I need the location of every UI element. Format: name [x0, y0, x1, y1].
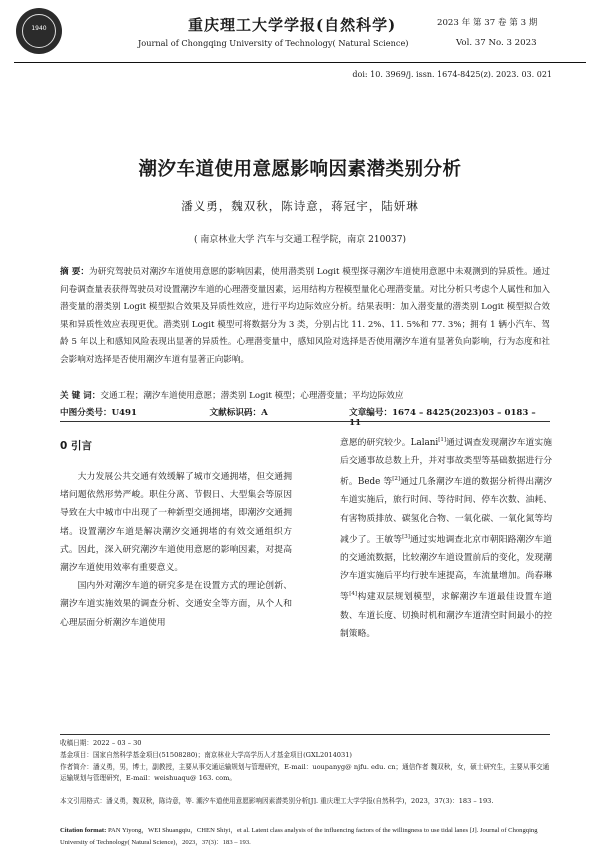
fund-info: 基金项目：国家自然科学基金项目(51508280)；南京林业大学高学历人才基金项目(GXL2014031)	[60, 751, 352, 759]
paragraph: 国内外对潮汐车道的研究多是在设置方式的理论创新、潮汐车道实施效果的调查分析、交通安全等方面，从个人和心理层面分析潮汐车道使用	[60, 581, 292, 628]
section-heading: 0 引言	[60, 440, 92, 452]
body-column-left	[60, 468, 292, 632]
citation-cn: 本文引用格式：潘义勇，魏双秋，陈诗意，等. 潮汐车道使用意愿影响因素潜类别分析[J]. 重庆理工大学学报(自然科学)，2023，37(3)：183 – 193.	[60, 797, 494, 805]
classification-row	[60, 406, 550, 428]
keywords-text: 交通工程；潮汐车道使用意愿；潜类别 Logit 模型；心理潜变量；平均边际效应	[100, 391, 404, 401]
doi[interactable]: doi: 10. 3969/j. issn. 1674-8425(z). 2023. 03. 021	[352, 70, 552, 79]
text-run: 意愿的研究较少。Lalani	[340, 437, 439, 448]
citation-ref[interactable]: [3]	[402, 533, 410, 540]
citation-en-label: Citation format:	[60, 827, 107, 834]
abstract-text: 为研究驾驶员对潮汐车道使用意愿的影响因素，使用潜类别 Logit 模型探寻潮汐车道使用意愿中未观测到的异质性。通过问卷调查量表获得驾驶员对设置潮汐车道的心理潜变量因素，运用结构方程模型量化心理潜变量。对比分析只考虑个人属性和加入潜变量的潜类别 Logit 模型拟合效果及异质性效应，进行平均边际效应分析。结果表明：加入潜变量的潜类别 Logit 模型拟合效果和异质性效应表现更优。潜类别 Logit 模型可将数据分为 3 类，分别占比 11. 2%、11. 5%和 77. 3%；拥有 1 辆小汽车、驾龄 5 年以上和感知风险表现出显著的异质性。心理潜变量中，感知风险对选择是否使用潮汐车道有显著负向影响，行为态度和社会影响对选择是否使用潮汐车道有显著正向影响。	[60, 267, 550, 365]
citation-ref[interactable]: [1]	[438, 437, 447, 443]
text-run: 通过几条潮汐车道的数据分析得出潮汐车道实施后，旅行时间、等待时间、停车次数、油耗、有害物质排放、碳氢化合物、一氧化碳、一氧化氮等均减少了。王敏等	[340, 477, 552, 545]
journal-logo-year: 1940	[31, 25, 47, 32]
volume-issue-en: Vol. 37 No. 3 2023	[456, 38, 537, 48]
keywords-label: 关 键 词：	[60, 391, 101, 401]
author-bio: 作者简介：潘义勇，男，博士，副教授，主要从事交通运输规划与管理研究，E-mail：uoupanyg@ njfu. edu. cn；通信作者 魏双秋，女，硕士研究生，主要从事交通运输规划与管理研究，E-mail：weishuaqu@ 163. com。	[60, 763, 550, 782]
text-run: 通过调查发现潮汐车道实施后交通事故总数上升，并对事故类型等基础数据进行分析。Bede 等	[340, 437, 552, 488]
body-column-right	[340, 431, 552, 643]
paragraph	[340, 431, 552, 643]
abstract	[60, 264, 550, 370]
citation-ref[interactable]: [2]	[392, 476, 401, 483]
abstract-rule	[60, 421, 550, 422]
footnote-rule	[60, 734, 550, 735]
journal-title-en: Journal of Chongqing University of Technology( Natural Science)	[138, 38, 409, 48]
citation-en-text: PAN Yiyong，WEI Shuangqiu，CHEN Shiyi，et al. Latent class analysis of the influencing factors of the willingness to use tidal lanes [J]. Journal of Chongqing University of Technology( Natural Science)，2023，37(3)：183 – 193.	[60, 827, 538, 846]
received-date: 收稿日期：2022 – 03 – 30	[60, 739, 142, 747]
citation-en	[60, 825, 550, 849]
abstract-label: 摘 要：	[60, 267, 90, 277]
paper-title: 潮汐车道使用意愿影响因素潜类别分析	[138, 159, 462, 180]
author-list: 潘义勇，魏双秋，陈诗意，蒋冠宇，陆妍琳	[181, 199, 419, 213]
clc-number: 中图分类号：U491	[60, 408, 137, 418]
citation-ref[interactable]: [4]	[349, 591, 358, 598]
volume-issue-cn: 2023 年 第 37 卷 第 3 期	[437, 18, 538, 28]
affiliation: ( 南京林业大学 汽车与交通工程学院，南京 210037)	[194, 235, 406, 245]
header-rule	[14, 62, 586, 63]
text-run: 构建双层规划模型，求解潮汐车道最佳设置车道数、车道长度、切换时机和潮汐车道清空时间最小的控制策略。	[340, 592, 552, 639]
article-number: 文章编号：1674 – 8425(2023)03 – 0183 – 11	[349, 408, 536, 428]
journal-title-cn: 重庆理工大学学报(自然科学)	[188, 16, 397, 34]
paragraph: 大力发展公共交通有效缓解了城市交通拥堵，但交通拥堵问题依然形势严峻。职住分离、节假日、大型集会等原因导致在大中城市中出现了一种新型交通拥堵，即潮汐交通拥堵。设置潮汐车道是解决潮汐交通拥堵的有效交通组织方式。因此，深入研究潮汐车道使用意愿的影响因素，对提高潮汐车道使用效率有重要意义。	[60, 472, 292, 574]
keywords	[60, 388, 550, 406]
document-code: 文献标识码：A	[209, 408, 268, 418]
text-run: 通过实地调查北京市朝阳路潮汐车道的交通流数据，比较潮汐车道设置前后的变化，发现潮汐车道实施后平均行驶车速提高，车流量增加。尚春琳等	[340, 534, 552, 603]
